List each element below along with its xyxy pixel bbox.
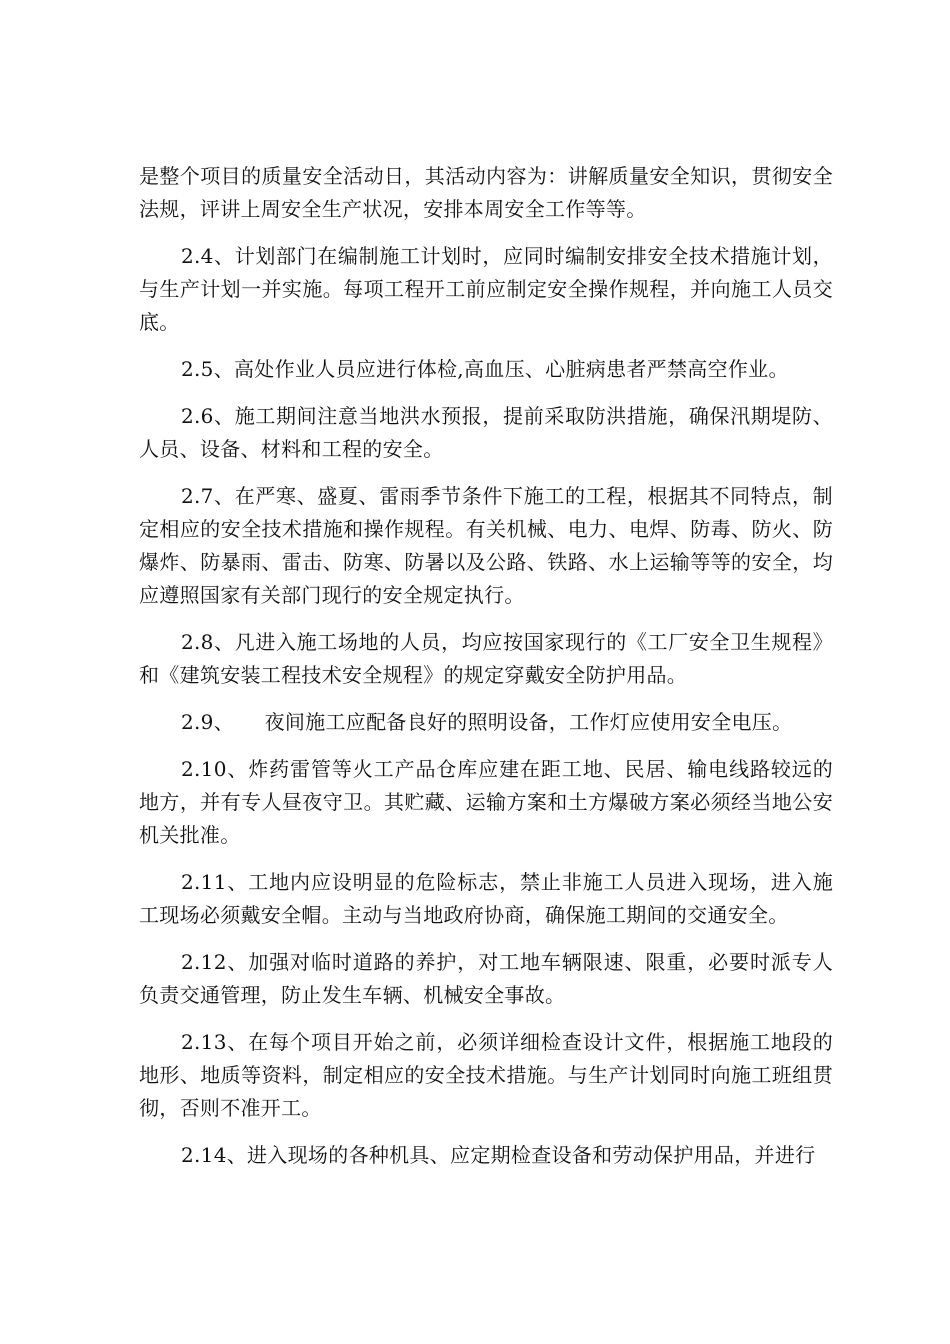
paragraph-2-8: 2.8、凡进入施工场地的人员，均应按国家现行的《工厂安全卫生规程》和《建筑安装工程技术安全规程》的规定穿戴安全防护用品。 [139, 630, 833, 687]
paragraph-continuation: 是整个项目的质量安全活动日，其活动内容为：讲解质量安全知识，贯彻安全法规，评讲上周安全生产状况，安排本周安全工作等等。 [139, 164, 833, 221]
paragraph-2-12: 2.12、加强对临时道路的养护，对工地车辆限速、限重，必要时派专人负责交通管理，防止发生车辆、机械安全事故。 [139, 950, 833, 1007]
document-body [139, 160, 833, 1186]
paragraph-2-14: 2.14、进入现场的各种机具、应定期检查设备和劳动保护用品，并进行 [181, 1143, 816, 1167]
paragraph-2-9: 2.9、 夜间施工应配备良好的照明设备，工作灯应使用安全电压。 [181, 710, 793, 734]
paragraph-2-6: 2.6、施工期间注意当地洪水预报，提前采取防洪措施，确保汛期堤防、人员、设备、材料和工程的安全。 [139, 404, 833, 461]
paragraph-2-11: 2.11、工地内应设明显的危险标志，禁止非施工人员进入现场，进入施工现场必须戴安全帽。主动与当地政府协商，确保施工期间的交通安全。 [139, 870, 833, 927]
paragraph-2-4: 2.4、计划部门在编制施工计划时，应同时编制安排安全技术措施计划，与生产计划一并实施。每项工程开工前应制定安全操作规程，并向施工人员交底。 [139, 244, 833, 334]
paragraph-2-5: 2.5、高处作业人员应进行体检,高血压、心脏病患者严禁高空作业。 [181, 357, 789, 381]
paragraph-2-7: 2.7、在严寒、盛夏、雷雨季节条件下施工的工程，根据其不同特点，制定相应的安全技术措施和操作规程。有关机械、电力、电焊、防毒、防火、防爆炸、防暴雨、雷击、防寒、防暑以及公路、铁路、水上运输等等的安全，均应遵照国家有关部门现行的安全规定执行。 [139, 484, 833, 607]
paragraph-2-10: 2.10、炸药雷管等火工产品仓库应建在距工地、民居、输电线路较远的地方，并有专人昼夜守卫。其贮藏、运输方案和土方爆破方案必须经当地公安机关批准。 [139, 757, 833, 847]
paragraph-2-13: 2.13、在每个项目开始之前，必须详细检查设计文件，根据施工地段的地形、地质等资料，制定相应的安全技术措施。与生产计划同时向施工班组贯彻，否则不准开工。 [139, 1030, 833, 1120]
